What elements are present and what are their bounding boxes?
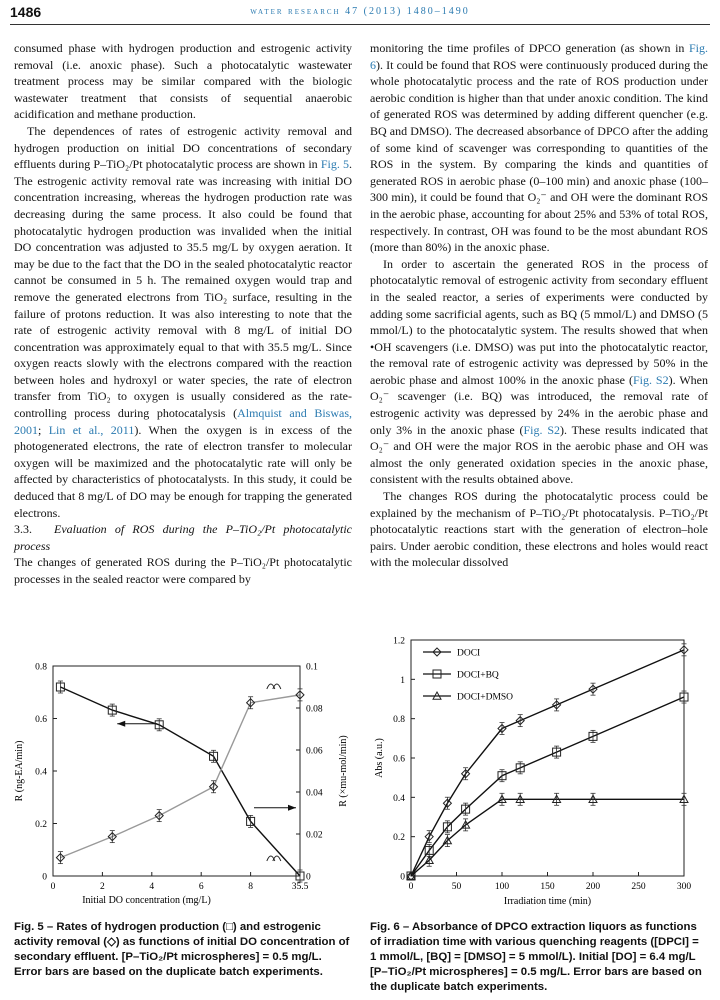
plot-frame bbox=[411, 640, 684, 876]
y-tick-label-left: 0 bbox=[42, 872, 47, 883]
running-head: water research 47 (2013) 1480–1490 bbox=[250, 6, 470, 17]
x-tick-label: 2 bbox=[100, 882, 105, 892]
series-line-diamond bbox=[411, 650, 684, 876]
y-tick-label: 1.2 bbox=[393, 636, 405, 647]
paragraph: In order to ascertain the generated ROS in the process of photocatalytic removal of estrogenic activity from secondary effluent in the sealed reactor, a series of experiments were conducted by adding some sacrificial agents, such as BQ (5 mmol/L) and DMSO (5 mmol/L) to the photocatalytic system. The results showed that when •OH scavengers (i.e. DMSO) was put into the photocatalytic reactor, the removal rate of estrogenic activity was depressed by 50% in the aerobic phase and almost 100% in the anoxic phase (Fig. S2). When O₂⁻ scavenger (i.e. BQ) was introduced, the removal rate of estrogenic activity was depressed by 24% in the aerobic phase and only 3% in the anoxic phase (Fig. S2). These results indicated that O₂⁻ and OH were the major ROS in the aerobic phase and OH was almost the only generated oxidation species in the anoxic phase, consistent with the results obtained above. bbox=[370, 256, 709, 487]
legend-label: DOCI+BQ bbox=[457, 670, 499, 681]
paragraph: The changes ROS during the photocatalytic process could be explained by the mechanism of P–TiO₂/Pt photocatalysis. P–TiO₂/Pt photocatalytic reactions start with the generation of electron–hole pairs. Under aerobic condition, these electrons and holes would react with the molecular dissolved bbox=[370, 489, 708, 570]
axis-break-mark bbox=[267, 684, 281, 689]
series-line-triangle bbox=[411, 799, 684, 876]
y-tick-label: 0.8 bbox=[393, 715, 405, 726]
figS2-link[interactable]: Fig. S2 bbox=[523, 422, 560, 437]
y-axis-label-right: R (×mu-mol/min) bbox=[338, 735, 349, 807]
y-tick-label: 1 bbox=[400, 675, 405, 686]
paragraph: monitoring the time profiles of DPCO generation (as shown in Fig. 6). It could be found that ROS were continuously produced during the whole photocatalytic process and the rate of ROS production under aerobic condition is higher than that under anoxic condition. The kind of generated ROS was determined by adding different quencher (e.g. BQ and DMSO). The decreased absorbance of DPCO after the adding of some kind of scavenger was corresponding to quantities of the ROS in the system. By comparing the kinds and quantities of generated ROS in aerobic phase (0–100 min) and anoxic phase (100–300 min), it could be found that O₂⁻ and OH were the dominant ROS in the aerobic phase, accounting for about 25% and 53% of total ROS, respectively. In contrast, OH was found to be the most abundant ROS (more than 80%) in the anoxic phase. bbox=[370, 41, 708, 255]
x-tick-label: 0 bbox=[50, 882, 56, 892]
legend-label: DOCI bbox=[457, 648, 481, 659]
y-tick-label-right: 0 bbox=[306, 872, 311, 883]
x-tick-label: 6 bbox=[198, 882, 204, 892]
x-axis-label: Irradiation time (min) bbox=[503, 896, 592, 907]
y-tick-label: 0.6 bbox=[393, 754, 405, 765]
fig6-chart bbox=[366, 632, 716, 912]
fig6-caption: Fig. 6 – Absorbance of DPCO extraction liquors as functions of irradiation time with various quenching reagents ([DPCI] = 1 mmol/L, [BQ] = [DMSO] = 5 mmol/L). Initial [DO] = 6.4 mg/L [P–TiO₂/Pt microspheres] = 0.5 mg/L. Error bars are based on the duplicate batch experiments. bbox=[370, 921, 702, 993]
y-axis-label-left: R (ng-EA/min) bbox=[14, 740, 25, 802]
y-tick-label-right: 0.08 bbox=[306, 704, 323, 715]
y-tick-label-right: 0.04 bbox=[306, 788, 323, 799]
x-tick-label: 100 bbox=[494, 882, 510, 892]
page-number: 1486 bbox=[10, 4, 42, 20]
x-axis-label: Initial DO concentration (mg/L) bbox=[82, 895, 211, 906]
x-tick-label: 300 bbox=[676, 882, 692, 892]
plot-frame bbox=[53, 666, 300, 876]
y-tick-label-right: 0.1 bbox=[306, 662, 318, 673]
series-line-diamond bbox=[60, 695, 300, 858]
y-tick-label-left: 0.6 bbox=[35, 715, 47, 725]
arrow-left-head bbox=[117, 721, 125, 727]
citation-link[interactable]: Lin et al., 2011 bbox=[48, 422, 135, 437]
y-axis-label: Abs (a.u.) bbox=[374, 738, 385, 778]
x-tick-label: 0 bbox=[408, 882, 414, 892]
x-tick-label: 250 bbox=[631, 882, 646, 892]
paragraph: The dependences of rates of estrogenic activity removal and hydrogen production on initial DO concentrations of secondary effluents during P–TiO₂/Pt photocatalytic process are shown in Fig. 5. The estrogenic activity removal rate was increasing with initial DO concentration increasing, whereas the hydrogen production rate was decreasing during the same process. It also could be found that photocatalytic hydrogen production was invalided when the initial DO concentration was adjusted to 35.5 mg/L by oxygen aeration. It may be due to the fact that the DO in the sealed photocatalytic reactor cannot be consumed in 5 h. The remained oxygen would trap and remove the generated electrons from TiO₂ surface, resulting in the failure of protons reduction. It was also interesting to note that the rate of estrogenic activity removal with 8 mg/L of initial DO concentration was approximately equal to that with 35.5 mg/L. Since oxygen reacts slowly with the electrons compared with the reaction between holes and hydroxyl or water species, the rate of electron transfer from TiO₂ to oxygen is usually considered as the rate-controlling process during photocatalysis (Almquist and Biswas, 2001; Lin et al., 2011). When the oxygen is in excess of the photogenerated electrons, the rate of electron transfer to molecular oxygen will be maximized and the photocatalytic rate will only be affected by characteristics of photocatalysts. In this study, it could be deduced that 8 mg/L of DO may be enough for trapping the generated electrons. bbox=[14, 123, 353, 520]
figS2-link[interactable]: Fig. S2 bbox=[632, 372, 669, 387]
paragraph: The changes of generated ROS during the P–TiO₂/Pt photocatalytic processes in the sealed reactor were compared by bbox=[14, 555, 352, 586]
paragraph: consumed phase with hydrogen production and estrogenic activity removal (i.e. anoxic phase). Such a photocatalytic wastewater treatment process may be similar compared with the biologic wastewater treatment that consists of sequential anaerobic acidification and methane production. bbox=[14, 41, 352, 122]
x-tick-label: 200 bbox=[585, 882, 601, 892]
y-tick-label-right: 0.06 bbox=[306, 746, 323, 757]
axis-break-mark bbox=[267, 856, 281, 861]
series-line-square bbox=[411, 697, 684, 876]
citation-link[interactable]: Almquist and Biswas, 2001 bbox=[14, 406, 352, 437]
fig5-chart bbox=[8, 656, 356, 912]
right-column bbox=[370, 40, 708, 571]
fig5-caption: Fig. 5 – Rates of hydrogen production (□) and estrogenic activity removal (◇) as functions of initial DO concentration of secondary effluent. [P–TiO₂/Pt microspheres] = 0.5 mg/L. Error bars are based on the duplicate batch experiments. bbox=[14, 921, 350, 978]
legend-label: DOCI+DMSO bbox=[457, 692, 514, 703]
series-line-square bbox=[60, 687, 300, 876]
y-tick-label-left: 0.8 bbox=[35, 662, 47, 673]
y-tick-label-left: 0.2 bbox=[35, 820, 47, 830]
fig5-link[interactable]: Fig. 5 bbox=[320, 157, 350, 172]
fig6-link[interactable]: Fig. 6 bbox=[370, 41, 708, 72]
y-tick-label: 0 bbox=[400, 872, 405, 883]
x-tick-label: 4 bbox=[149, 882, 155, 892]
left-column bbox=[14, 40, 352, 588]
section-heading bbox=[14, 521, 352, 554]
y-tick-label: 0.4 bbox=[393, 793, 405, 804]
y-tick-label-left: 0.4 bbox=[35, 767, 47, 778]
section-title: Evaluation of ROS during the P–TiO₂/Pt photocatalytic process bbox=[14, 522, 352, 553]
y-tick-label-right: 0.02 bbox=[306, 830, 323, 841]
x-tick-label: 150 bbox=[540, 882, 555, 892]
arrow-right-head bbox=[288, 805, 296, 811]
x-tick-label: 50 bbox=[451, 882, 462, 892]
x-tick-label: 8 bbox=[248, 882, 253, 892]
section-number: 3.3. bbox=[14, 522, 32, 537]
header-rule bbox=[10, 24, 710, 25]
x-tick-label: 35.5 bbox=[291, 882, 309, 892]
y-tick-label: 0.2 bbox=[393, 833, 405, 844]
